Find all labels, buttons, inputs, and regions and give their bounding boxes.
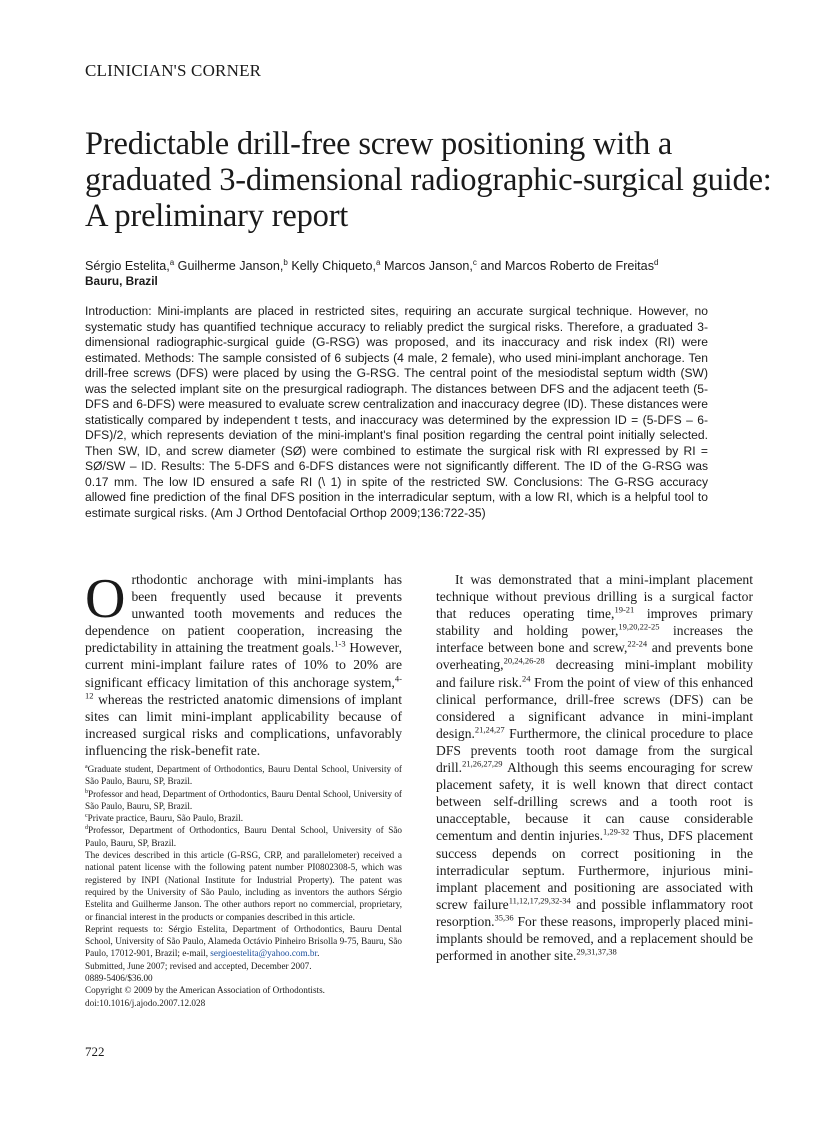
body-text: and prevents bone overheating, xyxy=(436,640,753,673)
footnote-submitted: Submitted, June 2007; revised and accepted, December 2007. xyxy=(85,960,312,971)
author-affiliation-mark: a xyxy=(169,258,175,267)
footnote-text: Graduate student, Department of Orthodontics, Bauru Dental School, University of São Paulo, Bauru, SP, Brazil. xyxy=(85,764,402,787)
article-title: Predictable drill-free screw positioning with a graduated 3-dimensional radiographic-surgical guide: A preliminary report xyxy=(85,126,772,234)
footnote-text: Professor and head, Department of Orthodontics, Bauru Dental School, University of São Paulo, Bauru, SP, Brazil. xyxy=(85,788,402,811)
citation-ref: 19-21 xyxy=(614,604,635,615)
author-name: and Marcos Roberto de Freitas xyxy=(480,259,654,274)
body-text: From the point of view of this enhanced clinical performance, drill-free screws (DFS) can be considered a significant advance in mini-implant design. xyxy=(436,674,754,741)
body-text: rthodontic anchorage with mini-implants has been frequently used because it prevents unwanted tooth movements and reduces the dependence on patient cooperation, increasing the predictability in attaining the treatment goals. xyxy=(85,572,402,656)
citation-ref: 19,20,22-25 xyxy=(618,621,660,632)
body-text: Although this seems encouraging for screw placement safety, it is well known that direct contact between self-drilling screws and a tooth root is unacceptable, because it can cause considerable cementum and dentin injuries. xyxy=(436,760,753,844)
footnote-affiliation xyxy=(85,824,402,849)
citation-ref: 24 xyxy=(522,673,531,684)
citation-ref: 20,24,26-28 xyxy=(503,655,545,666)
body-text: For these reasons, improperly placed mini-implants should be removed, and a replacement should be performed in another site. xyxy=(436,913,753,964)
author-name: Sérgio Estelita, xyxy=(85,259,170,274)
footnote-mark: b xyxy=(85,788,88,795)
author-affiliation-mark: d xyxy=(654,258,659,267)
body-text: decreasing mini-implant mobility and failure risk. xyxy=(436,657,753,690)
body-text: increases the interface between bone and screw, xyxy=(436,623,753,656)
body-column-left xyxy=(85,568,402,759)
body-text: However, current mini-implant failure rates of 10% to 20% are significant efficacy limitation of this anchorage system, xyxy=(85,640,402,690)
author-location: Bauru, Brazil xyxy=(85,274,158,288)
body-paragraph-1 xyxy=(85,568,402,759)
body-text: Thus, DFS placement success depends on correct positioning in the interradicular septum. Furthermore, injurious mini-implant placement and positioning are associated with screw failure xyxy=(436,828,754,912)
footnote-mark: c xyxy=(85,813,88,820)
email-link[interactable]: sergioestelita@yahoo.com.br xyxy=(210,948,318,959)
author-affiliation-mark: a xyxy=(376,258,381,267)
page-number: 722 xyxy=(85,1044,105,1059)
footnote-text: Professor, Department of Orthodontics, Bauru Dental School, University of São Paulo, Bauru, SP, Brazil. xyxy=(85,825,402,848)
author-affiliation-mark: b xyxy=(283,258,288,267)
citation-ref: 29,31,37,38 xyxy=(576,946,617,957)
citation-ref: 4-12 xyxy=(85,673,402,701)
body-text: and possible inflammatory root resorption. xyxy=(436,896,753,929)
author-affiliation-mark: c xyxy=(472,258,477,267)
citation-ref: 22-24 xyxy=(627,638,648,649)
footnote-mark: d xyxy=(85,825,88,832)
section-label: CLINICIAN'S CORNER xyxy=(85,61,262,80)
body-paragraph-2 xyxy=(436,571,753,964)
citation-ref: 21,24,27 xyxy=(474,724,505,735)
footnote-mark: a xyxy=(85,763,88,770)
footnote-reprint xyxy=(85,923,402,960)
footnote-text: Private practice, Bauru, São Paulo, Brazil. xyxy=(87,813,244,824)
footnote-affiliation xyxy=(85,763,402,788)
footnote-affiliation xyxy=(85,812,402,824)
body-text: It was demonstrated that a mini-implant placement technique without previous drilling is a surgical factor that reduces operating time, xyxy=(436,572,753,622)
footnote-text: . xyxy=(317,948,320,959)
abstract: Introduction: Mini-implants are placed in restricted sites, requiring an accurate surgical technique. However, no systematic study has quantified technique accuracy to reliably predict the surgical risks. Therefore, a graduated 3-dimensional radiographic-surgical guide (G-RSG) was proposed, and its inaccuracy and risk index (RI) were estimated. Methods: The sample consisted of 6 subjects (4 male, 2 female), who used mini-implant anchorage. Ten drill-free screws (DFS) were placed by using the G-RSG. The central point of the mesiodistal septum width (SW) was the selected implant site on the presurgical radiograph. The distances between DFS and the adjacent teeth (5-DFS and 6-DFS) were measured to evaluate screw centralization and inaccuracy degree (ID). These distances were statistically compared by independent t tests, and inaccuracy was determined by the expression ID = (5-DFS – 6-DFS)/2, which represents deviation of the mini-implant's final position regarding the central point initially selected. Then SW, ID, and screw diameter (SØ) were combined to estimate the surgical risk with RI expressed by RI = SØ/SW – ID. Results: The 5-DFS and 6-DFS distances were not significantly different. The ID of the G-RSG was 0.17 mm. The low ID ensured a safe RI (\ 1) in spite of the restricted SW. Conclusions: The G-RSG accuracy allowed fine prediction of the final DFS position in the interradicular septum, with a low RI, which is a helpful tool to estimate surgical risks. (Am J Orthod Dentofacial Orthop 2009;136:722-35) xyxy=(85,304,708,520)
body-text: whereas the restricted anatomic dimensions of implant sites can limit mini-implant applicability because of increased surgical risks and complications, unfavorably influencing the risk-benefit rate. xyxy=(85,691,402,758)
author-name: Kelly Chiqueto, xyxy=(291,259,377,274)
drop-cap: O xyxy=(85,568,126,630)
citation-ref: 35,36 xyxy=(494,912,514,923)
body-text: Furthermore, the clinical procedure to place DFS prevents tooth root damage from the surgical drill. xyxy=(436,725,753,776)
footnote-affiliation xyxy=(85,788,402,813)
body-column-right xyxy=(436,571,753,964)
citation-ref: 1,29-32 xyxy=(603,826,630,837)
author-name: Marcos Janson, xyxy=(383,259,473,274)
body-text: improves primary stability and holding power, xyxy=(436,606,753,639)
citation-ref: 11,12,17,29,32-34 xyxy=(508,895,571,906)
citation-ref: 21,26,27,29 xyxy=(462,758,503,769)
citation-ref: 1-3 xyxy=(334,638,346,649)
footnote-copyright: Copyright © 2009 by the American Association of Orthodontists. xyxy=(85,985,325,996)
footnote-text: Reprint requests to: Sérgio Estelita, Department of Orthodontics, Bauru Dental School, University of São Paulo, Alameda Octávio Pinheiro Brisolla 9-75, Bauru, São Paulo, 17012-901, Brazil; e-mail, xyxy=(85,923,402,959)
author-name: Guilherme Janson, xyxy=(177,259,284,274)
footnote-patent: The devices described in this article (G-RSG, CRP, and parallelometer) received a national patent license with the following patent number PI0802308-5, which was registered by INPI (National Institute for Industrial Property). The patent was required by the University of São Paulo, including as inventors the authors Sérgio Estelita and Guilherme Janson. The other authors report no commercial, proprietary, or financial interest in the products or companies described in this article. xyxy=(85,850,402,922)
footnote-doi: doi:10.1016/j.ajodo.2007.12.028 xyxy=(85,997,206,1008)
footnotes xyxy=(85,763,402,1009)
author-list xyxy=(85,255,785,274)
footnote-issn: 0889-5406/$36.00 xyxy=(85,973,153,984)
